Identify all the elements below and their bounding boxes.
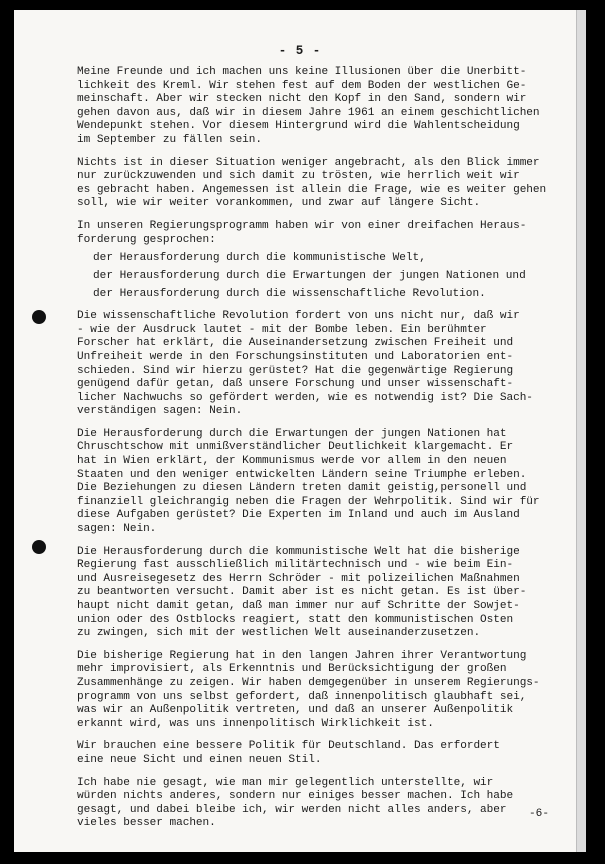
paragraph: Die bisherige Regierung hat in den langen Jahren ihrer Verantwortung mehr improvisiert, als Erkenntnis und Berücksichtigung der großen Zusammenhänge zu zeigen. Wir haben demgegenüber in unserem Regierungs- programm von uns selbst gefordert, daß innenpolitisch glaubhaft sei, was wir an Außenpolitik vertreten, und daß an unserer Außenpolitik erkannt wird, was uns innenpolitisch Wirklichkeit ist.	[77, 649, 540, 730]
paragraph: Meine Freunde und ich machen uns keine Illusionen über die Unerbitt- lichkeit des Kreml. Wir stehen fest auf dem Boden der westlichen Ge- meinschaft. Aber wir stecken nicht den Kopf in den Sand, sondern wir gehen davon aus, daß wir in diesem Jahre 1961 an einem geschichtlichen Wendepunkt stehen. Vor diesem Hintergrund wird die Wahlentscheidung im September zu fällen sein.	[77, 66, 540, 146]
page-number: - 5 -	[278, 44, 322, 58]
paragraph: Die Herausforderung durch die kommunistische Welt hat die bisherige Regierung fast ausschließlich militärtechnisch und - wie beim Ein- und Ausreisegesetz des Herrn Schröder - mit polizeilichen Maßnahmen zu beantworten versucht. Damit aber ist es nicht getan. Es ist über- haupt nicht damit getan, daß man immer nur auf Schritte der Sowjet- union oder des Ostblocks reagiert, statt den kommunistischen Osten zu zwingen, sich mit der westlichen Welt auseinanderzusetzen.	[77, 545, 527, 640]
paragraph: Ich habe nie gesagt, wie man mir gelegentlich unterstellte, wir würden nichts anderes, sondern nur einiges besser machen. Ich habe gesagt, und dabei bleibe ich, wir werden nicht alles anders, aber vieles besser machen.	[77, 776, 514, 830]
paragraph: Nichts ist in dieser Situation weniger angebracht, als den Blick immer nur zurückzuwenden und sich damit zu trösten, wie herrlich weit wir es gebracht haben. Angemessen ist allein die Frage, wie es weiter gehen soll, wie wir weiter vorankommen, und zwar auf längere Sicht.	[77, 156, 547, 210]
challenge-item: der Herausforderung durch die Erwartungen der jungen Nationen und	[93, 270, 526, 283]
document-body	[77, 66, 567, 840]
paragraph: Wir brauchen eine bessere Politik für Deutschland. Das erfordert eine neue Sicht und einen neuen Stil.	[77, 740, 500, 766]
document-page	[14, 10, 586, 852]
paragraph: Die wissenschaftliche Revolution fordert von uns nicht nur, daß wir - wie der Ausdruck lautet - mit der Bombe leben. Ein berühmter Forscher hat erklärt, die Auseinandersetzung zwischen Freiheit und Unfreiheit werde in den Forschungsinstituten und Laboratorien ent- schieden. Sind wir hierzu gerüstet? Hat die gegenwärtige Regierung genügend dafür getan, daß unsere Forschung und unser wissenschaft- licher Nachwuchs so gefördert werden, wie es notwendig ist? Die Sach- verständigen sagen: Nein.	[77, 310, 533, 418]
punch-hole-icon	[32, 540, 46, 554]
challenge-item: der Herausforderung durch die kommunistische Welt,	[93, 252, 426, 265]
paragraph: Die Herausforderung durch die Erwartungen der jungen Nationen hat Chruschtschow mit unmißverständlicher Deutlichkeit klargemacht. Er hat in Wien erklärt, der Kommunismus werde vor allem in den neuen Staaten und den weniger entwickelten Ländern seine Triumphe erleben. Die Beziehungen zu diesen Ländern treten damit geistig,personell und finanziell gleichrangig neben die Fragen der Wehrpolitik. Sind wir für diese Aufgaben gerüstet? Die Experten im Inland und auch im Ausland sagen: Nein.	[77, 427, 540, 536]
page-edge	[576, 10, 586, 852]
punch-hole-icon	[32, 310, 46, 324]
next-page-marker: -6-	[529, 808, 549, 821]
paragraph: In unseren Regierungsprogramm haben wir von einer dreifachen Heraus- forderung gesprochen:	[77, 219, 527, 246]
challenge-item: der Herausforderung durch die wissenschaftliche Revolution.	[93, 288, 486, 301]
final-paragraph-wrap	[77, 777, 567, 831]
